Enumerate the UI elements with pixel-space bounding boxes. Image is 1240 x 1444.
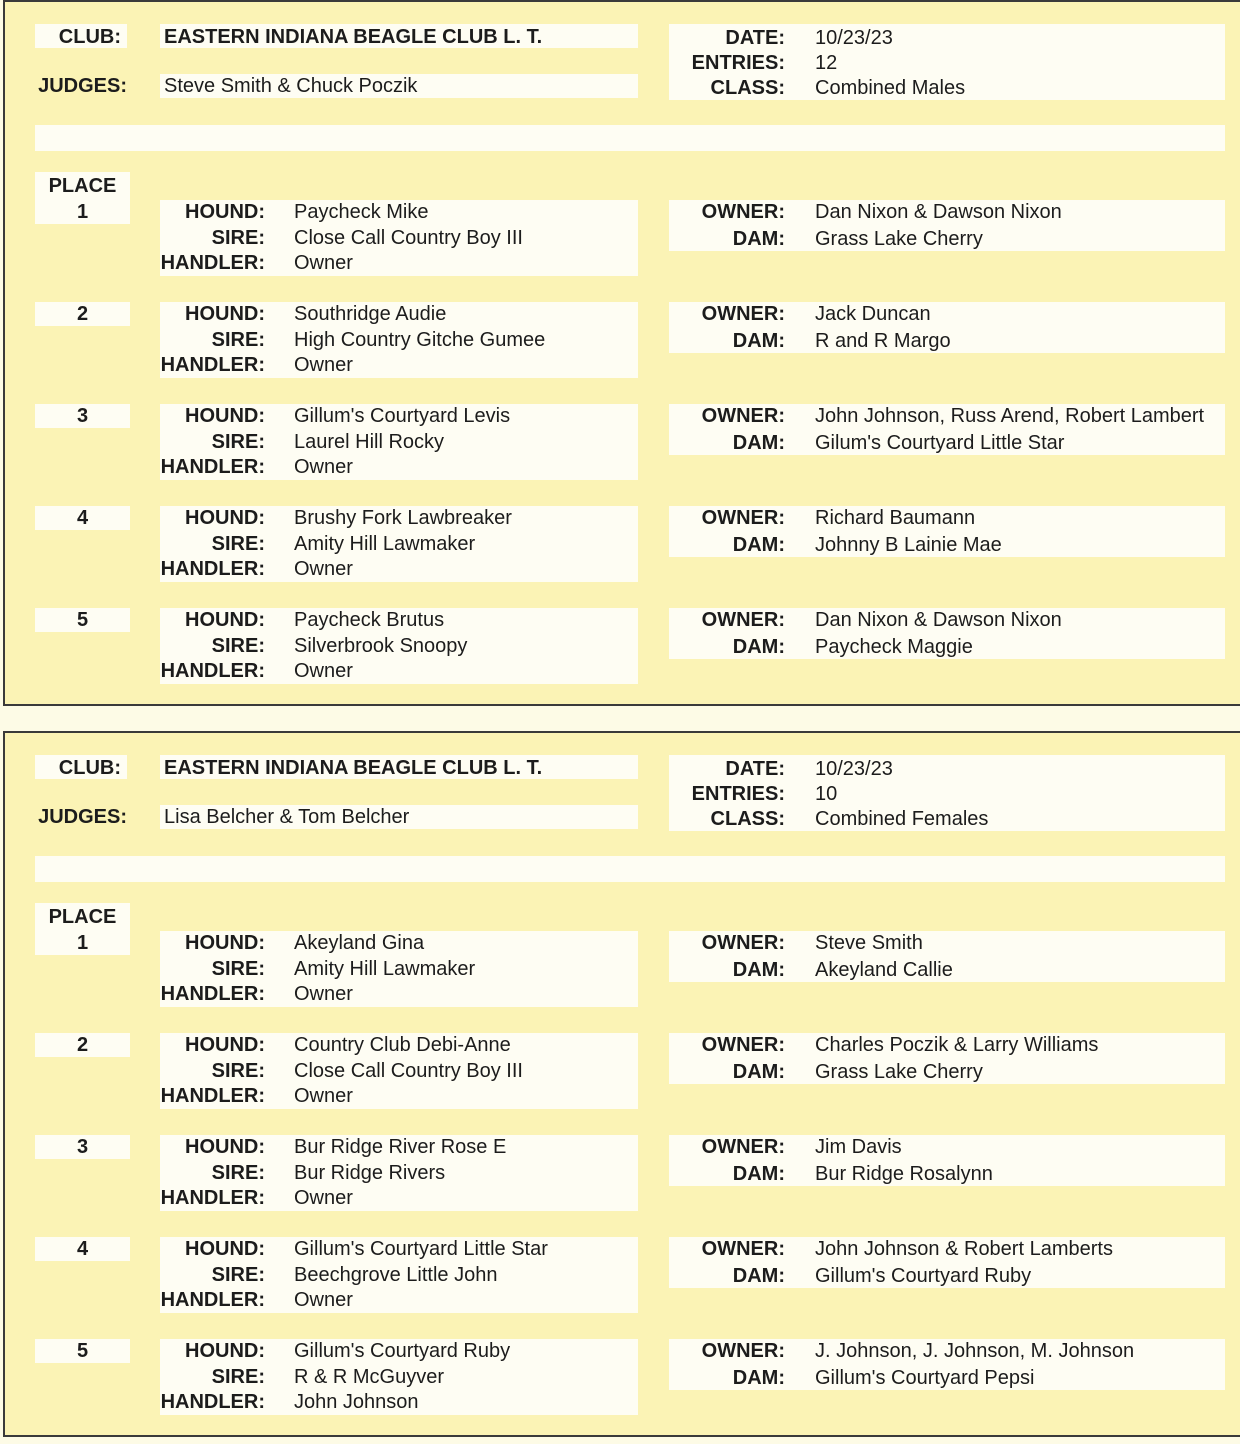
place-number: 1: [76, 932, 89, 954]
owner-name: Jack Duncan: [815, 303, 931, 325]
hound-label: HOUND:: [185, 609, 265, 631]
place-header: PLACE: [48, 175, 117, 197]
dam-name: Gilum's Courtyard Little Star: [815, 432, 1065, 454]
hound-label: HOUND:: [185, 303, 265, 325]
owner-label: OWNER:: [701, 932, 785, 954]
owner-name: J. Johnson, J. Johnson, M. Johnson: [815, 1340, 1135, 1362]
judges-label: JUDGES:: [38, 75, 127, 97]
dam-name: Grass Lake Cherry: [815, 228, 983, 250]
entries-label: ENTRIES:: [691, 783, 785, 805]
dam-label: DAM:: [732, 1367, 785, 1389]
handler-label: HANDLER:: [160, 558, 265, 580]
sire-label: SIRE:: [211, 533, 265, 555]
handler-name: Owner: [294, 354, 353, 376]
dam-name: Paycheck Maggie: [815, 636, 973, 658]
handler-name: Owner: [294, 558, 353, 580]
sire-name: Close Call Country Boy III: [294, 1060, 523, 1082]
handler-label: HANDLER:: [160, 1391, 265, 1413]
dam-label: DAM:: [732, 330, 785, 352]
club-name: EASTERN INDIANA BEAGLE CLUB L. T.: [164, 757, 543, 779]
owner-name: Charles Poczik & Larry Williams: [815, 1034, 1099, 1056]
owner-label: OWNER:: [701, 303, 785, 325]
hound-label: HOUND:: [185, 932, 265, 954]
sire-label: SIRE:: [211, 1264, 265, 1286]
sire-name: Beechgrove Little John: [294, 1264, 498, 1286]
handler-label: HANDLER:: [160, 1085, 265, 1107]
dam-label: DAM:: [732, 1163, 785, 1185]
dam-name: Akeyland Callie: [815, 959, 953, 981]
handler-label: HANDLER:: [160, 1187, 265, 1209]
sire-label: SIRE:: [211, 958, 265, 980]
dam-name: Johnny B Lainie Mae: [815, 534, 1002, 556]
club-label: CLUB:: [58, 757, 121, 779]
date-value: 10/23/23: [815, 758, 893, 780]
sire-name: Amity Hill Lawmaker: [294, 958, 476, 980]
sire-label: SIRE:: [211, 227, 265, 249]
hound-name: Gillum's Courtyard Levis: [294, 405, 511, 427]
sire-label: SIRE:: [211, 1162, 265, 1184]
owner-label: OWNER:: [701, 405, 785, 427]
date-value: 10/23/23: [815, 27, 893, 49]
sire-label: SIRE:: [211, 635, 265, 657]
sire-label: SIRE:: [211, 1060, 265, 1082]
sire-label: SIRE:: [211, 431, 265, 453]
results-card: [3, 731, 1240, 1437]
dam-name: Gillum's Courtyard Ruby: [815, 1265, 1032, 1287]
sire-label: SIRE:: [211, 1366, 265, 1388]
owner-name: Steve Smith: [815, 932, 923, 954]
dam-label: DAM:: [732, 636, 785, 658]
dam-label: DAM:: [732, 432, 785, 454]
owner-name: Jim Davis: [815, 1136, 902, 1158]
hound-label: HOUND:: [185, 201, 265, 223]
handler-name: John Johnson: [294, 1391, 419, 1413]
owner-name: Dan Nixon & Dawson Nixon: [815, 609, 1062, 631]
hound-name: Gillum's Courtyard Ruby: [294, 1340, 511, 1362]
owner-label: OWNER:: [701, 1136, 785, 1158]
hound-name: Brushy Fork Lawbreaker: [294, 507, 512, 529]
hound-name: Country Club Debi-Anne: [294, 1034, 511, 1056]
owner-name: John Johnson & Robert Lamberts: [815, 1238, 1113, 1260]
owner-name: Dan Nixon & Dawson Nixon: [815, 201, 1062, 223]
place-number: 2: [76, 1034, 89, 1056]
sire-name: R & R McGuyver: [294, 1366, 445, 1388]
hound-label: HOUND:: [185, 1136, 265, 1158]
dam-label: DAM:: [732, 534, 785, 556]
class-label: CLASS:: [710, 808, 785, 830]
dam-name: Gillum's Courtyard Pepsi: [815, 1367, 1035, 1389]
dam-name: Grass Lake Cherry: [815, 1061, 983, 1083]
results-card: [3, 0, 1240, 706]
class-value: Combined Females: [815, 808, 989, 830]
place-number: 2: [76, 303, 89, 325]
owner-label: OWNER:: [701, 201, 785, 223]
judges-label: JUDGES:: [38, 806, 127, 828]
owner-label: OWNER:: [701, 1238, 785, 1260]
handler-label: HANDLER:: [160, 1289, 265, 1311]
place-header: PLACE: [48, 906, 117, 928]
handler-label: HANDLER:: [160, 252, 265, 274]
dam-label: DAM:: [732, 1061, 785, 1083]
owner-label: OWNER:: [701, 1034, 785, 1056]
entries-value: 10: [815, 783, 838, 805]
place-number: 4: [76, 1238, 89, 1260]
handler-name: Owner: [294, 660, 353, 682]
owner-label: OWNER:: [701, 507, 785, 529]
blank-row: [35, 125, 1225, 151]
dam-name: R and R Margo: [815, 330, 951, 352]
hound-label: HOUND:: [185, 405, 265, 427]
handler-label: HANDLER:: [160, 983, 265, 1005]
place-number: 1: [76, 201, 89, 223]
sire-name: Bur Ridge Rivers: [294, 1162, 446, 1184]
date-label: DATE:: [725, 758, 785, 780]
entries-label: ENTRIES:: [691, 52, 785, 74]
class-value: Combined Males: [815, 77, 966, 99]
hound-name: Paycheck Mike: [294, 201, 429, 223]
class-label: CLASS:: [710, 77, 785, 99]
blank-row: [35, 856, 1225, 882]
handler-name: Owner: [294, 456, 353, 478]
place-number: 3: [76, 405, 89, 427]
sire-name: Amity Hill Lawmaker: [294, 533, 476, 555]
handler-name: Owner: [294, 1289, 353, 1311]
place-number: 3: [76, 1136, 89, 1158]
handler-name: Owner: [294, 252, 353, 274]
sire-name: Silverbrook Snoopy: [294, 635, 468, 657]
sire-label: SIRE:: [211, 329, 265, 351]
club-name: EASTERN INDIANA BEAGLE CLUB L. T.: [164, 26, 543, 48]
judges-names: Steve Smith & Chuck Poczik: [164, 75, 418, 97]
handler-name: Owner: [294, 1085, 353, 1107]
hound-label: HOUND:: [185, 1034, 265, 1056]
sire-name: Close Call Country Boy III: [294, 227, 523, 249]
entries-value: 12: [815, 52, 838, 74]
handler-label: HANDLER:: [160, 456, 265, 478]
handler-label: HANDLER:: [160, 354, 265, 376]
hound-name: Southridge Audie: [294, 303, 447, 325]
handler-name: Owner: [294, 1187, 353, 1209]
handler-label: HANDLER:: [160, 660, 265, 682]
hound-label: HOUND:: [185, 1238, 265, 1260]
place-number: 4: [76, 507, 89, 529]
sire-name: High Country Gitche Gumee: [294, 329, 546, 351]
hound-name: Bur Ridge River Rose E: [294, 1136, 507, 1158]
hound-name: Gillum's Courtyard Little Star: [294, 1238, 548, 1260]
hound-name: Akeyland Gina: [294, 932, 425, 954]
dam-label: DAM:: [732, 228, 785, 250]
hound-label: HOUND:: [185, 507, 265, 529]
dam-name: Bur Ridge Rosalynn: [815, 1163, 993, 1185]
club-label: CLUB:: [58, 26, 121, 48]
dam-label: DAM:: [732, 1265, 785, 1287]
place-number: 5: [76, 1340, 89, 1362]
owner-name: John Johnson, Russ Arend, Robert Lambert: [815, 405, 1205, 427]
sire-name: Laurel Hill Rocky: [294, 431, 445, 453]
handler-name: Owner: [294, 983, 353, 1005]
place-number: 5: [76, 609, 89, 631]
owner-label: OWNER:: [701, 1340, 785, 1362]
hound-label: HOUND:: [185, 1340, 265, 1362]
dam-label: DAM:: [732, 959, 785, 981]
judges-names: Lisa Belcher & Tom Belcher: [164, 806, 410, 828]
date-label: DATE:: [725, 27, 785, 49]
hound-name: Paycheck Brutus: [294, 609, 445, 631]
owner-label: OWNER:: [701, 609, 785, 631]
owner-name: Richard Baumann: [815, 507, 976, 529]
